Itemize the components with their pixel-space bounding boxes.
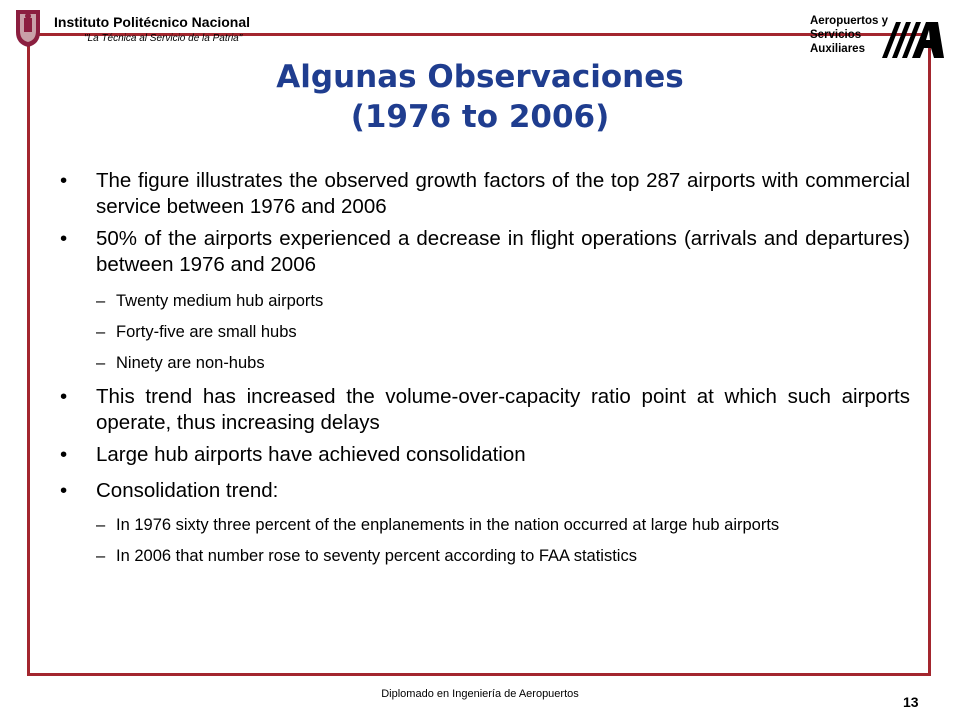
bullet-text: 50% of the airports experienced a decrease in flight operations (arrivals and departures) between 1976 and 2006 xyxy=(96,227,910,276)
dash-glyph: – xyxy=(96,547,106,565)
asa-name xyxy=(810,14,888,56)
asa-line-2: Servicios xyxy=(810,29,862,41)
bullet-item xyxy=(60,168,910,220)
dash-glyph: – xyxy=(96,354,106,372)
asa-logo xyxy=(810,14,950,62)
sub-bullet-text: Twenty medium hub airports xyxy=(116,292,324,310)
ipn-motto: "La Técnica al Servicio de la Patria" xyxy=(84,33,243,44)
ipn-name: Instituto Politécnico Nacional xyxy=(54,14,251,30)
ipn-logo xyxy=(14,8,251,50)
page-number: 13 xyxy=(903,694,919,710)
sub-bullet-item xyxy=(60,545,910,567)
dash-glyph: – xyxy=(96,516,106,534)
sub-bullet-item xyxy=(60,514,910,536)
footer-course-name: Diplomado en Ingeniería de Aeropuertos xyxy=(381,688,579,700)
slide-title-line-1: Algunas Observaciones xyxy=(276,59,684,95)
bullet-text: The figure illustrates the observed growth factors of the top 287 airports with commercial service between 1976 and 2006 xyxy=(96,169,910,218)
asa-line-3: Auxiliares xyxy=(810,43,865,55)
bullet-text: Large hub airports have achieved consolidation xyxy=(96,443,526,466)
bullet-item xyxy=(60,226,910,278)
bullet-list xyxy=(60,168,910,576)
bullet-item xyxy=(60,442,910,468)
sub-bullet-text: Forty-five are small hubs xyxy=(116,323,297,341)
bullet-item xyxy=(60,478,910,504)
sub-bullet-text: In 2006 that number rose to seventy percent according to FAA statistics xyxy=(116,547,637,565)
dash-glyph: – xyxy=(96,292,106,310)
sub-bullet-item xyxy=(60,290,910,312)
dash-glyph: – xyxy=(96,323,106,341)
sub-bullet-item xyxy=(60,352,910,374)
bullet-item xyxy=(60,384,910,436)
bullet-text: Consolidation trend: xyxy=(96,479,279,502)
bullet-glyph: • xyxy=(60,169,68,192)
bullet-glyph: • xyxy=(60,227,68,250)
bullet-glyph: • xyxy=(60,443,68,466)
bullet-glyph: • xyxy=(60,479,68,502)
slide-title-line-2: (1976 to 2006) xyxy=(350,99,610,135)
bullet-text: This trend has increased the volume-over-capacity ratio point at which such airports operate, thus increasing delays xyxy=(96,385,910,434)
ipn-shield-icon xyxy=(14,8,42,48)
bullet-glyph: • xyxy=(60,385,68,408)
sub-bullet-item xyxy=(60,321,910,343)
asa-line-1: Aeropuertos y xyxy=(810,15,888,27)
asa-logo-icon xyxy=(882,18,946,62)
sub-bullet-text: In 1976 sixty three percent of the enplanements in the nation occurred at large hub airports xyxy=(116,516,780,534)
sub-bullet-text: Ninety are non-hubs xyxy=(116,354,265,372)
